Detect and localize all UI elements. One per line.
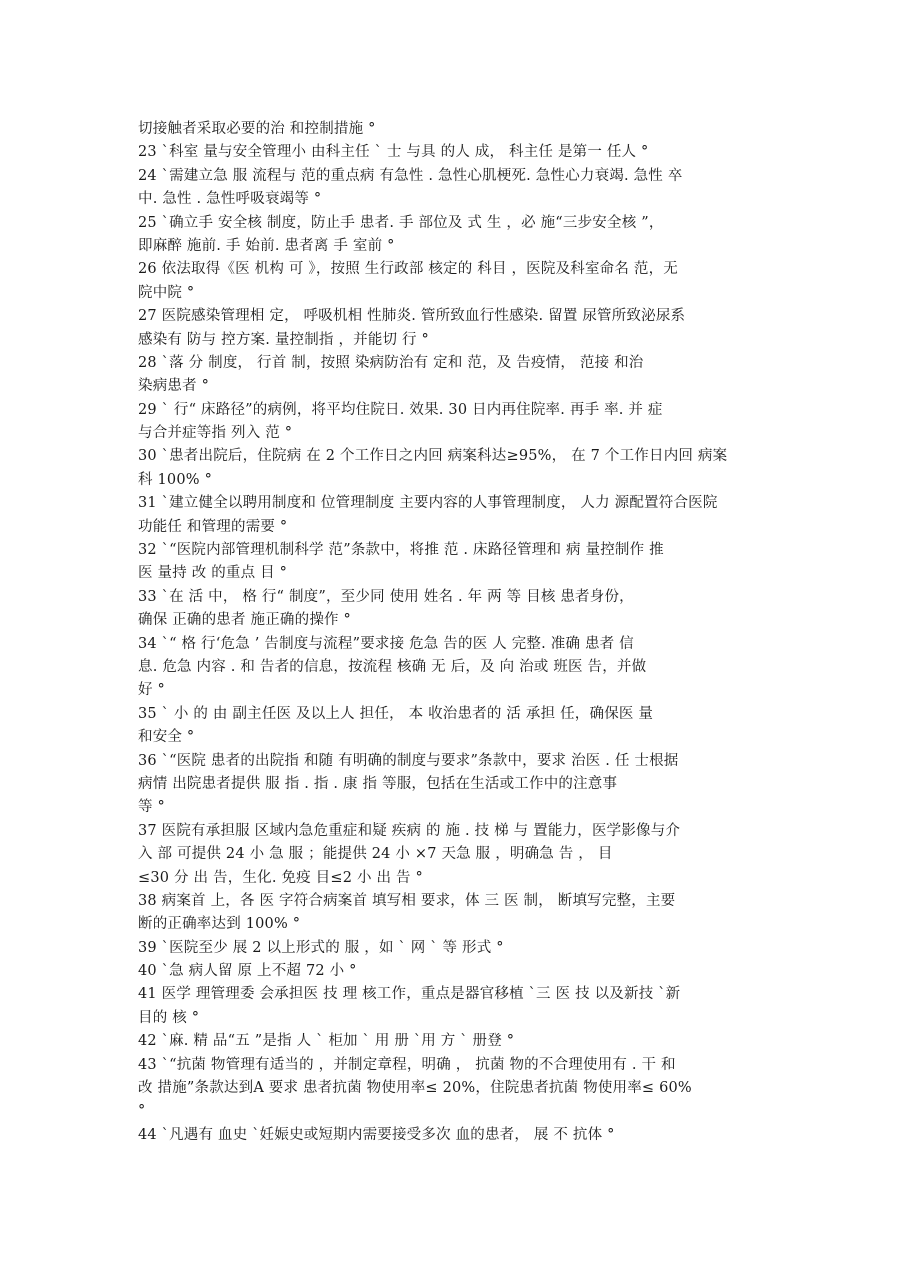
text-line: 44 `凡遇有 血史 `妊娠史或短期内需要接受多次 血的患者， 展 不 抗体 ° [138, 1126, 615, 1143]
text-line: 院中院 ° [138, 284, 195, 301]
text-line: 医 量持 改 的重点 目 ° [138, 565, 288, 582]
text-line: 与合并症等指 列入 范 ° [138, 425, 293, 442]
text-line: 染病患者 ° [138, 378, 210, 395]
text-line: 即麻醉 施前. 手 始前. 患者离 手 室前 ° [138, 237, 395, 254]
text-line: 35 ` 小 的 由 副主任医 及以上人 担任， 本 收治患者的 活 承担 任，确保医 量 [138, 705, 654, 722]
text-line: 24 `需建立急 服 流程与 范的重点病 有急性 . 急性心肌梗死. 急性心力衰竭. 急性 卒 [138, 167, 683, 184]
text-line: 26 依法取得《医 机构 可 》，按照 生行政部 核定的 科目 ，医院及科室命名 范，无 [138, 261, 678, 278]
text-line: 41 医学 理管理委 会承担医 技 理 核工作，重点是器官移植 `三 医 技 以及新技 `新 [138, 986, 681, 1003]
text-line: ≤30 分 出 告，生化. 免疫 目≤2 小 出 告 ° [138, 869, 423, 886]
text-line: 功能任 和管理的需要 ° [138, 518, 288, 535]
text-line: 息. 危急 内容 . 和 告者的信息，按流程 核确 无 后，及 向 治或 班医 告，并做 [138, 658, 647, 675]
text-line: 确保 正确的患者 施正确的操作 ° [138, 612, 351, 629]
text-line: 31 `建立健全以聘用制度和 位管理制度 主要内容的人事管理制度， 人力 源配置符合医院 [138, 495, 718, 512]
text-line: 32 `“医院内部管理机制科学 范”条款中，将推 范 . 床路径管理和 病 量控制作 推 [138, 542, 664, 559]
text-line: 33 `在 活 中， 格 行“ 制度”，至少同 使用 姓名 . 年 两 等 目核 患者身份， [138, 588, 634, 605]
text-line: 等 ° [138, 799, 165, 816]
text-line: 28 `落 分 制度， 行首 制，按照 染病防治有 定和 范，及 告疫情， 范接 和治 [138, 354, 644, 371]
text-line: 病情 出院患者提供 服 指 . 指 . 康 指 等服，包括在生活或工作中的注意事 [138, 775, 618, 792]
text-line: 改 措施”条款达到A 要求 患者抗菌 物使用率≤ 20%，住院患者抗菌 物使用率≤ 60% [138, 1080, 692, 1097]
text-line: 切接触者采取必要的治 和控制措施 ° [138, 121, 376, 137]
text-line: 科 100% ° [138, 471, 213, 488]
text-line: 27 医院感染管理相 定， 呼吸机相 性肺炎. 管所致血行性感染. 留置 尿管所致泌尿系 [138, 308, 686, 325]
text-line: 目的 核 ° [138, 1009, 200, 1026]
text-line: 好 ° [138, 682, 165, 699]
text-line: 感染有 防与 控方案. 量控制指 ，并能切 行 ° [138, 331, 430, 348]
document-body [138, 118, 776, 1147]
text-line: 中. 急性 . 急性呼吸衰竭等 ° [138, 191, 322, 208]
text-line: 37 医院有承担服 区域内急危重症和疑 疾病 的 施 . 技 梯 与 置能力，医学影像与介 [138, 822, 681, 839]
text-line: ° [138, 1103, 146, 1120]
text-line: 39 `医院至少 展 2 以上形式的 服 ，如 ` 网 ` 等 形式 ° [138, 939, 504, 956]
text-line: 36 `“医院 患者的出院指 和随 有明确的制度与要求”条款中，要求 治医 . 任 士根据 [138, 752, 679, 769]
text-line: 入 部 可提供 24 小 急 服 ；能提供 24 小 ×7 天急 服 ，明确急 告 ， 目 [138, 846, 613, 863]
text-line: 40 `急 病人留 原 上不超 72 小 ° [138, 963, 357, 980]
text-line: 38 病案首 上，各 医 字符合病案首 填写相 要求，体 三 医 制， 断填写完整，主要 [138, 892, 676, 909]
text-line: 34 `“ 格 行‘危急 ’ 告制度与流程”要求接 危急 告的医 人 完整. 准确 患者 信 [138, 635, 634, 652]
text-line: 29 ` 行“ 床路径”的病例，将平均住院日. 效果. 30 日内再住院率. 再手 率. 并 症 [138, 401, 663, 418]
text-line: 30 `患者出院后，住院病 在 2 个工作日之内回 病案科达≥95%， 在 7 个工作日内回 病案 [138, 448, 728, 465]
text-line: 25 `确立手 安全核 制度，防止手 患者. 手 部位及 式 生 ，必 施“三步安全核 ”， [138, 214, 664, 231]
text-line: 断的正确率达到 100% ° [138, 916, 301, 933]
text-line: 和安全 ° [138, 729, 195, 746]
text-line: 43 `“抗菌 物管理有适当的 ，并制定章程，明确 ， 抗菌 物的不合理使用有 . 干 和 [138, 1056, 676, 1073]
text-line: 23 `科室 量与安全管理小 由科主任 ` 士 与具 的人 成， 科主任 是第一 任人 ° [138, 144, 649, 161]
text-line: 42 `麻. 精 品“五 ”是指 人 ` 柜加 ` 用 册 `用 方 ` 册登 ° [138, 1033, 515, 1050]
